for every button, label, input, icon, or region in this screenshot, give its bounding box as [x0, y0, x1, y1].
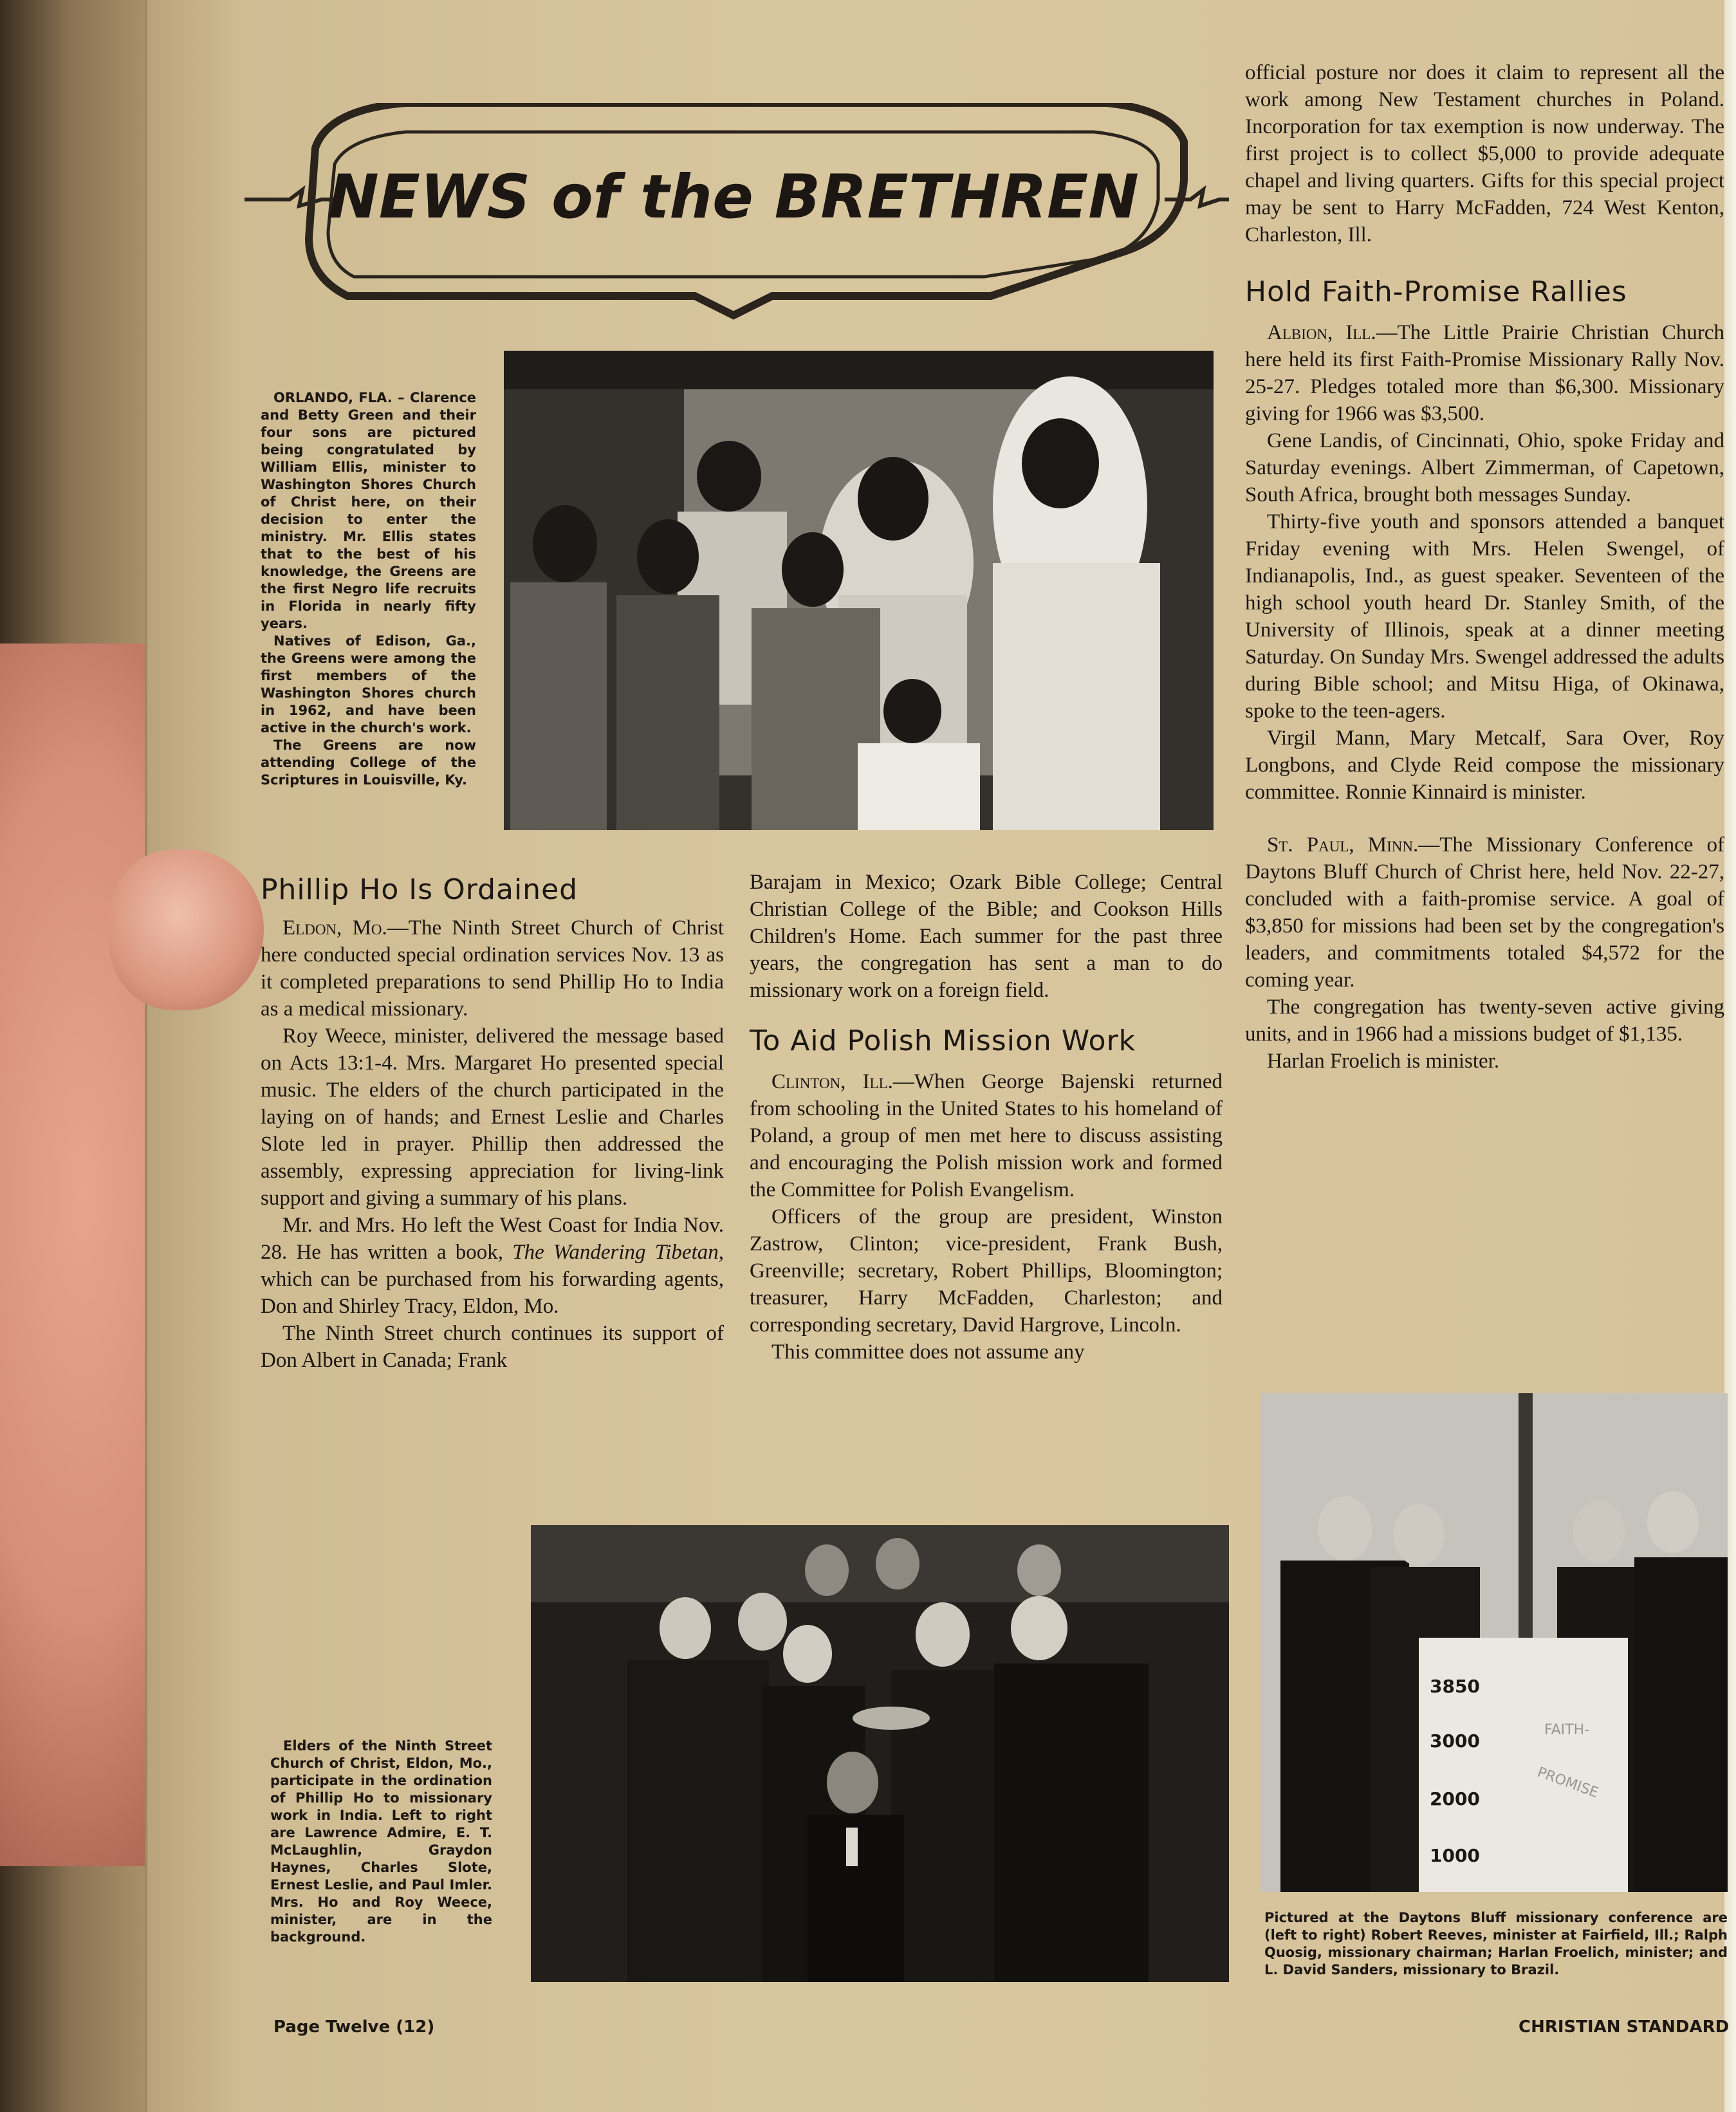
paragraph: Thirty-five youth and sponsors attended a banquet Friday evening with Mrs. Helen Swengel, of Indianapolis, Ind., as guest speaker. Seventeen of the high school youth heard Dr. Stanley Smith, of the University of Illinois, speak at a dinner meeting Saturday. On Sunday Mrs. Swengel addressed the adults during Bible school; and Mitsu Higa, of Okinawa, spoke to the teen-agers.	[1245, 510, 1724, 723]
page-number: Page Twelve (12)	[273, 2017, 435, 2037]
paragraph: official posture nor does it claim to represent all the work among New Testament churches in Poland. Incorporation for tax exemption is now underway. The first project is to collect $5,000 to provide adequate chapel and living quarters. Gifts for this special project may be sent to Harry McFadden, 724 West Kenton, Charleston, Ill.	[1245, 61, 1724, 246]
photo-green-family	[504, 351, 1214, 830]
thumb	[109, 849, 264, 1010]
headline-phillip-ho: Phillip Ho Is Ordained	[261, 873, 578, 906]
board-label: 3850	[1430, 1676, 1480, 1697]
headline-polish-mission: To Aid Polish Mission Work	[750, 1024, 1136, 1057]
paragraph: , which can be purchased from his forwarding agents, Don and Shirley Tracy, Eldon, Mo.	[261, 1241, 724, 1318]
paragraph: Gene Landis, of Cincinnati, Ohio, spoke Friday and Saturday evenings. Albert Zimmerman, of Capetown, South Africa, brought both messages Sunday.	[1245, 429, 1724, 506]
photo-caption-daytons-bluff: Pictured at the Daytons Bluff missionary conference are (left to right) Robert Reeves, minister at Fairfield, Ill.; Ralph Quosig, missionary chairman; Harlan Froelich, minister; and L. David Sanders, missionary to Brazil.	[1264, 1910, 1728, 1978]
news-banner	[238, 103, 1229, 328]
photo-ordination	[531, 1525, 1229, 1982]
board-label: 2000	[1430, 1788, 1480, 1810]
paragraph: —When George Bajenski returned from schooling in the United States to his homeland of Poland, a group of men met here to discuss assisting and encouraging the Polish mission work and formed the Committee for Polish Evangelism.	[750, 1070, 1223, 1201]
paragraph: Mr. and Mrs. Ho left the West Coast for India Nov. 28. He has written a book,	[261, 1214, 724, 1264]
paragraph: Roy Weece, minister, delivered the message based on Acts 13:1-4. Mrs. Margaret Ho presented special music. The elders of the church participated in the laying on of hands; and Ernest Leslie and Charles Slote led in prayer. Phillip then addressed the assembly, expressing appreciation for living-link support and giving a summary of his plans.	[261, 1024, 724, 1210]
paragraph: This committee does not assume any	[771, 1340, 1085, 1364]
board-text: PROMISE	[1535, 1764, 1601, 1802]
paragraph: Virgil Mann, Mary Metcalf, Sara Over, Roy Longbons, and Clyde Reid compose the missionary committee. Ronnie Kinnaird is minister.	[1245, 727, 1724, 804]
caption-paragraph: ORLANDO, FLA. – Clarence and Betty Green and their four sons are pictured being congratulated by William Ellis, minister to Washington Shores Church of Christ here, on their decision to enter the ministry. Mr. Ellis states that to the best of his knowledge, the Greens are the first Negro life recruits in Florida in nearly fifty years.	[261, 390, 476, 631]
paragraph: Barajam in Mexico; Ozark Bible College; Central Christian College of the Bible; and Cookson Hills Children's Home. Each summer for the past three years, the congregation has sent a man to do missionary work on a foreign field.	[750, 871, 1223, 1002]
headline-faith-promise: Hold Faith-Promise Rallies	[1245, 275, 1627, 308]
caption-paragraph: Natives of Edison, Ga., the Greens were among the first members of the Washington Shores church in 1962, and have been active in the church's work.	[261, 633, 476, 736]
caption-paragraph: The Greens are now attending College of the Scriptures in Louisville, Ky.	[261, 737, 476, 788]
paragraph: Officers of the group are president, Winston Zastrow, Clinton; vice-president, Frank Bush, Greenville; secretary, Robert Phillips, Bloomington; treasurer, Harry McFadden, Charleston; and corresponding secretary, David Hargrove, Lincoln.	[750, 1205, 1223, 1337]
dateline: St. Paul, Minn.	[1267, 833, 1419, 857]
paragraph: —The Missionary Conference of Daytons Bluff Church of Christ here, held Nov. 22-27, concluded with a faith-promise service. A goal of $3,850 for missions had been set by the congregation's leaders, and commitments totaled $4,572 for the coming year.	[1245, 833, 1724, 992]
dateline: Eldon, Mo.	[282, 916, 387, 940]
paragraph: —The Little Prairie Christian Church here held its first Faith-Promise Missionary Rally Nov. 25-27. Pledges totaled more than $6,300. Missionary giving for 1966 was $3,500.	[1245, 321, 1724, 425]
banner-title: NEWS of the BRETHREN	[328, 162, 1139, 232]
photo-caption-green-family	[261, 389, 476, 789]
publication-name: CHRISTIAN STANDARD	[1519, 2017, 1730, 2037]
board-label: 3000	[1430, 1730, 1480, 1752]
column-middle	[750, 869, 1223, 1366]
dateline: Clinton, Ill.	[771, 1070, 893, 1093]
paragraph: The Ninth Street church continues its support of Don Albert in Canada; Frank	[261, 1322, 724, 1372]
book-title: The Wandering Tibetan	[512, 1241, 719, 1264]
paragraph: —The Ninth Street Church of Christ here conducted special ordination services Nov. 13 as it completed preparations to send Phillip Ho to India as a medical missionary.	[261, 916, 724, 1021]
column-right	[1245, 59, 1724, 1075]
article-phillip-ho	[261, 872, 724, 1374]
photo-caption-ordination: Elders of the Ninth Street Church of Christ, Eldon, Mo., participate in the ordination of Phillip Ho to missionary work in India. Left to right are Lawrence Admire, E. T. McLaughlin, Graydon Haynes, Charles Slote, Ernest Leslie, and Paul Imler. Mrs. Ho and Roy Weece, minister, are in the background.	[270, 1738, 492, 1945]
paragraph: Harlan Froelich is minister.	[1267, 1050, 1500, 1073]
board-label: 1000	[1430, 1845, 1480, 1866]
board-text: FAITH-	[1544, 1722, 1590, 1738]
paragraph: The congregation has twenty-seven active giving units, and in 1966 had a missions budget of $1,135.	[1245, 996, 1724, 1046]
photo-daytons-bluff	[1261, 1393, 1728, 1892]
dateline: Albion, Ill.	[1267, 321, 1376, 344]
